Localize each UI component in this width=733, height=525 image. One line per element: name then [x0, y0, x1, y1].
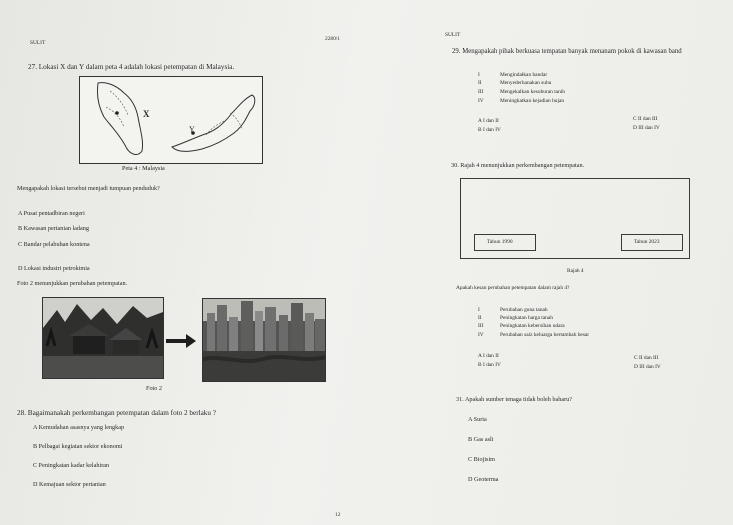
- q30-stmt-2-text: Peningkatan harga tanah: [500, 315, 553, 321]
- q27-prompt: Mengapakah lokasi tersebut menjadi tumpuan penduduk?: [17, 185, 160, 192]
- q27-option-a[interactable]: A Pusat pentadbiran negeri: [18, 210, 85, 217]
- q27-option-b[interactable]: B Kawasan pertanian ladang: [18, 225, 89, 232]
- map-label-x: X: [143, 109, 150, 119]
- q30-option-a[interactable]: A I dan II: [478, 353, 499, 359]
- q29-option-b[interactable]: B I dan IV: [478, 127, 501, 133]
- q29-stmt-3-num: III: [478, 89, 484, 95]
- q29-option-d[interactable]: D III dan IV: [633, 125, 660, 131]
- q31-option-c[interactable]: C Biojisim: [468, 456, 495, 463]
- photo-caption: Foto 2: [146, 385, 162, 392]
- q30-stmt-1-num: I: [478, 307, 480, 313]
- q30-stmt-3-text: Peningkatan kebersihan udara: [500, 323, 565, 329]
- q30-stmt-1-text: Perubahan guna tanah: [500, 307, 548, 313]
- year-2023-box: [621, 234, 683, 251]
- q27-option-c[interactable]: C Bandar pelabuhan kontena: [18, 241, 90, 248]
- q29-stmt-2-text: Menyederhanakan suhu: [500, 80, 552, 86]
- q31-question: 31. Apakah sumber tenaga tidak boleh baharu?: [456, 396, 572, 403]
- q29-option-a[interactable]: A I dan II: [478, 118, 499, 124]
- q29-stmt-1-text: Mengindałkan bandar: [500, 72, 548, 78]
- map-label-y: Y: [189, 125, 195, 134]
- photo-before: [42, 297, 164, 379]
- q29-stmt-4-num: IV: [478, 98, 484, 104]
- rajah-4-caption: Rajah 4: [567, 268, 584, 274]
- year-2023-label: Tahun 2023: [634, 239, 660, 245]
- page-number: 12: [335, 512, 341, 518]
- map-caption: Peta 4 : Malaysia: [122, 165, 165, 172]
- q30-prompt: Apakah kesan perubahan petempatan dalam rajah 4?: [456, 285, 570, 291]
- q31-option-d[interactable]: D Geoterma: [468, 476, 499, 483]
- q30-stmt-3-num: III: [478, 323, 484, 329]
- q30-option-b[interactable]: B I dan IV: [478, 362, 501, 368]
- q29-question: 29. Mengapakah pihak berkuasa tempatan banyak menanam pokok di kawasan band: [452, 48, 682, 55]
- q29-stmt-3-text: Mengekalkan kesuburan tanih: [500, 89, 565, 95]
- q29-option-c[interactable]: C II dan III: [633, 116, 658, 122]
- q30-question: 30. Rajah 4 menunjukkan perkembangan petempatan.: [451, 162, 585, 169]
- q30-option-c[interactable]: C II dan III: [634, 355, 659, 361]
- photo-after-image: [203, 299, 325, 381]
- q28-option-a[interactable]: A Kemudahan asasnya yang lengkap: [33, 424, 125, 431]
- header-code-left: SULIT: [30, 40, 46, 46]
- photo-before-image: [43, 298, 163, 378]
- header-page-code: 2280/1: [325, 36, 340, 42]
- q30-option-d[interactable]: D III dan IV: [634, 364, 661, 370]
- q30-stmt-4-num: IV: [478, 332, 484, 338]
- q28-option-c[interactable]: C Peningkatan kadar kelahiran: [33, 462, 110, 469]
- q28-question: 28. Bagaimanakah perkembangan petempatan dalam foto 2 berlaku ?: [17, 409, 216, 417]
- q28-option-d[interactable]: D Kemajuan sektor pertanian: [33, 481, 106, 488]
- q27-option-d[interactable]: D Lokasi industri petrokimia: [18, 265, 90, 272]
- q27-question: 27. Lokasi X dan Y dalam peta 4 adalah lokasi petempatan di Malaysia.: [28, 63, 235, 71]
- q29-stmt-1-num: I: [478, 72, 480, 78]
- year-1990-box: [474, 234, 536, 251]
- q28-intro: Foto 2 menunjukkan perubahan petempatan.: [17, 280, 128, 287]
- q30-stmt-2-num: II: [478, 315, 482, 321]
- q29-stmt-4-text: Meningkatkan kejadian hujan: [500, 98, 565, 104]
- rajah-4-frame: [460, 178, 690, 259]
- q31-option-b[interactable]: B Gas asli: [468, 436, 494, 443]
- photo-after: [202, 298, 326, 382]
- q29-stmt-2-num: II: [478, 80, 482, 86]
- year-1990-label: Tahun 1990: [487, 239, 513, 245]
- q30-stmt-4-text: Perubahan saiz keluarga bertambah besar: [500, 332, 590, 338]
- malaysia-map-drawing: [80, 77, 262, 163]
- q28-option-b[interactable]: B Pelbagai kegiatan sektor ekonomi: [33, 443, 123, 450]
- header-code-right: SULIT: [445, 32, 461, 38]
- q31-option-a[interactable]: A Suria: [468, 416, 487, 423]
- malaysia-map: [79, 76, 263, 164]
